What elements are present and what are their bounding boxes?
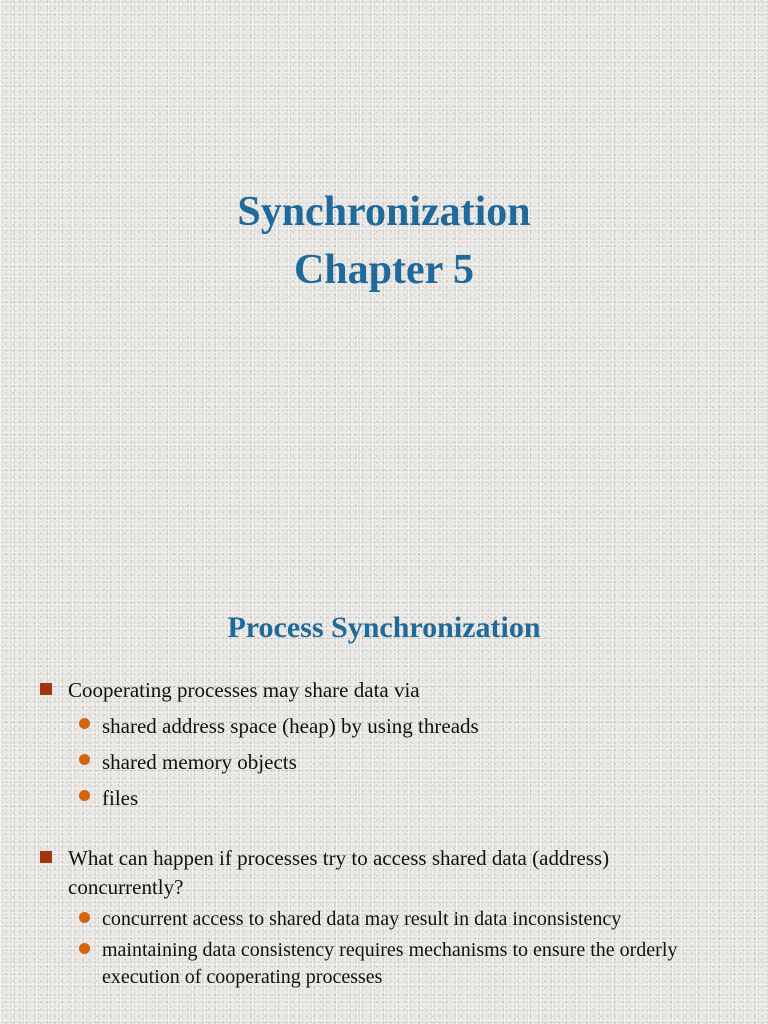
bullet-text: What can happen if processes try to access shared data (address) concurrently? [68,846,610,899]
title-line-2: Chapter 5 [293,247,475,293]
square-bullet-icon [40,683,52,695]
sub-bullet-item [0,784,742,813]
sub-bullet-text: shared address space (heap) by using threads [102,714,479,738]
bullet-list [0,676,768,995]
sub-bullet-item [0,906,742,933]
circle-bullet-icon [79,912,90,923]
circle-bullet-icon [79,790,90,801]
sub-bullet-item [0,748,742,777]
section-heading: Process Synchronization [227,611,541,644]
circle-bullet-icon [79,718,90,729]
title-line-1: Synchronization [237,189,531,235]
slide-title [0,183,768,299]
square-bullet-icon [40,851,52,863]
bullet-text: Cooperating processes may share data via [68,678,420,702]
circle-bullet-icon [79,943,90,954]
content-slide [0,512,768,1024]
sub-bullet-text: shared memory objects [102,750,297,774]
sub-bullet-list [0,906,768,991]
sub-bullet-item [0,937,742,991]
sub-bullet-item [0,712,742,741]
sub-bullet-text: concurrent access to shared data may result in data inconsistency [102,908,622,930]
bullet-item [0,676,688,705]
circle-bullet-icon [79,754,90,765]
bullet-group-2 [0,844,768,991]
bullet-item [0,844,688,902]
sub-bullet-list [0,712,768,813]
sub-bullet-text: maintaining data consistency requires mechanisms to ensure the orderly execution of cooperating processes [102,939,678,988]
bullet-group-1 [0,676,768,813]
sub-bullet-text: files [102,786,139,810]
